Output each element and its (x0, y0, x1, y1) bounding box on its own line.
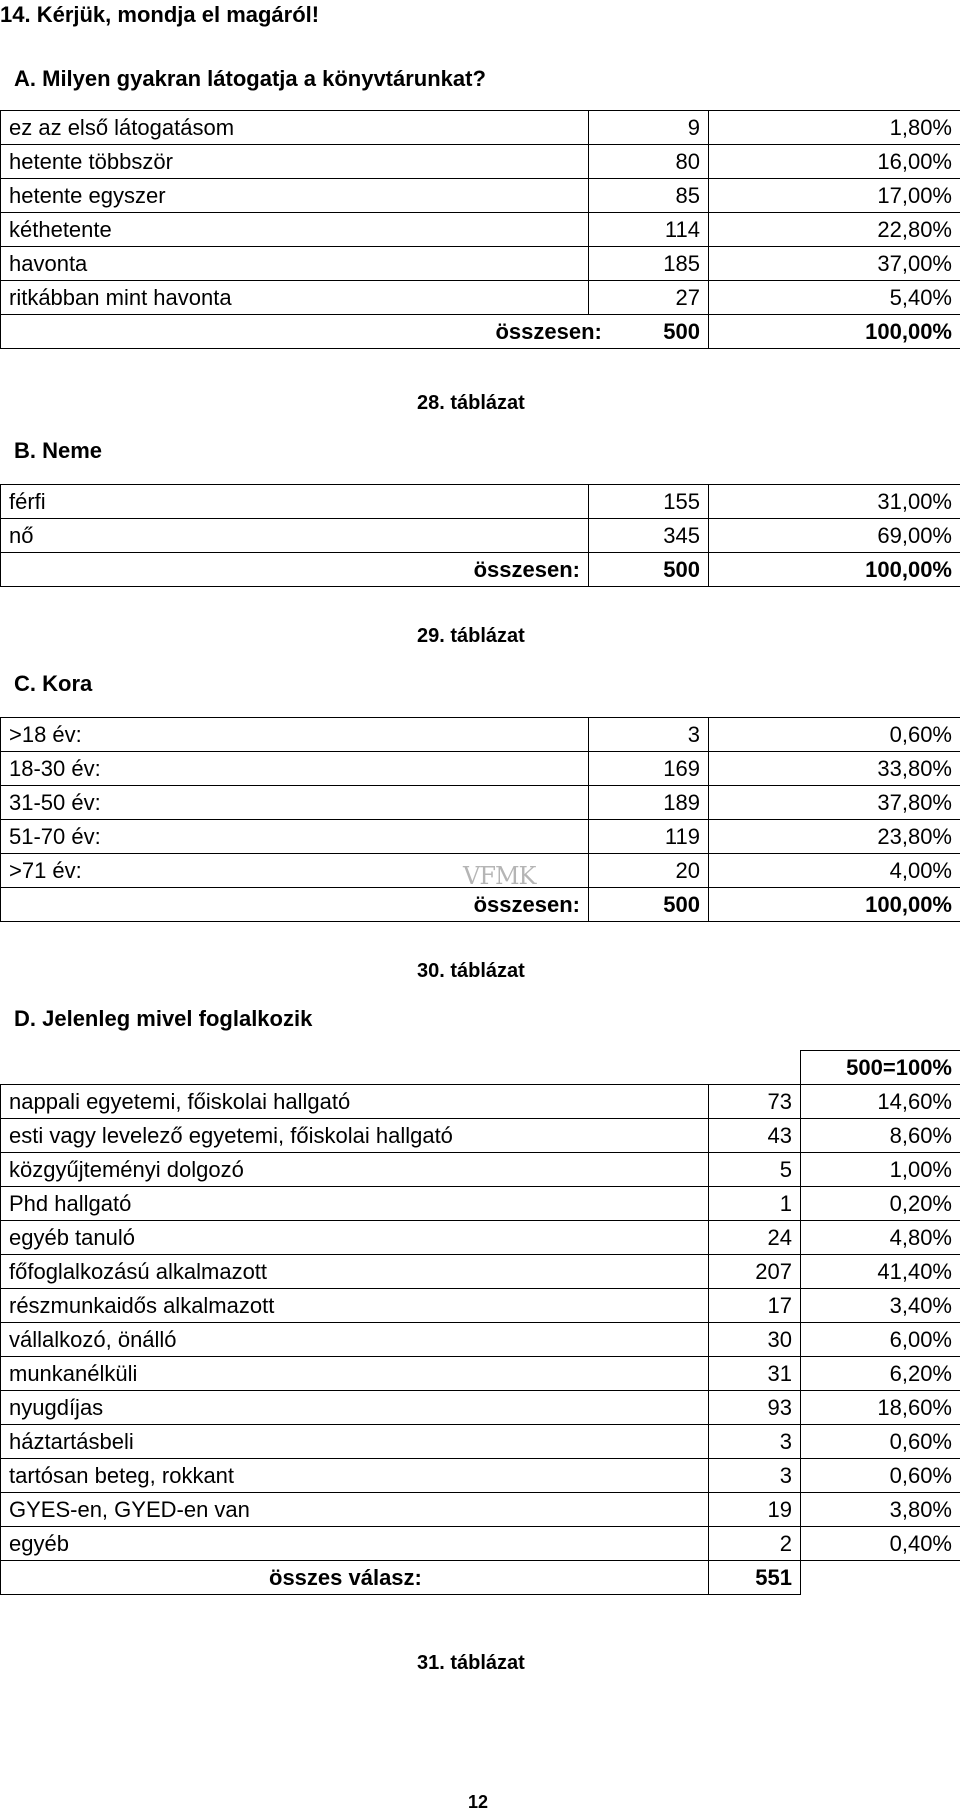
total-percent: 100,00% (709, 315, 960, 349)
row-label: főfoglalkozású alkalmazott (1, 1255, 709, 1289)
row-percent: 17,00% (709, 179, 960, 213)
row-label: 51-70 év: (1, 820, 589, 854)
row-count: 24 (709, 1221, 801, 1255)
row-label: 18-30 év: (1, 752, 589, 786)
row-percent: 6,20% (801, 1357, 960, 1391)
table-header-row (1, 1051, 960, 1085)
row-count: 9 (589, 111, 709, 145)
row-count: 93 (709, 1391, 801, 1425)
row-count: 345 (589, 519, 709, 553)
row-percent: 8,60% (801, 1119, 960, 1153)
row-label: nyugdíjas (1, 1391, 709, 1425)
row-count: 189 (589, 786, 709, 820)
row-label: GYES-en, GYED-en van (1, 1493, 709, 1527)
row-percent: 37,80% (709, 786, 960, 820)
page-title: 14. Kérjük, mondja el magáról! (0, 2, 320, 27)
table-row (1, 281, 960, 315)
total-label: összesen: (1, 888, 589, 922)
row-label: havonta (1, 247, 589, 281)
table-row (1, 1153, 960, 1187)
row-percent: 33,80% (709, 752, 960, 786)
total-count: 500 (589, 553, 709, 587)
row-count: 207 (709, 1255, 801, 1289)
row-count: 73 (709, 1085, 801, 1119)
row-count: 3 (709, 1425, 801, 1459)
row-count: 169 (589, 752, 709, 786)
row-label: egyéb (1, 1527, 709, 1561)
row-label: közgyűjteményi dolgozó (1, 1153, 709, 1187)
table-caption: 28. táblázat (417, 392, 525, 414)
row-percent: 5,40% (709, 281, 960, 315)
table-caption: 31. táblázat (417, 1652, 525, 1674)
row-label: nappali egyetemi, főiskolai hallgató (1, 1085, 709, 1119)
row-percent: 18,60% (801, 1391, 960, 1425)
row-label: munkanélküli (1, 1357, 709, 1391)
table-row (1, 485, 960, 519)
header-total-cell: 500=100% (801, 1051, 960, 1085)
table-row (1, 718, 960, 752)
table-row (1, 1493, 960, 1527)
row-label: >71 év: (1, 854, 589, 888)
row-percent: 0,20% (801, 1187, 960, 1221)
row-count: 119 (589, 820, 709, 854)
row-count: 43 (709, 1119, 801, 1153)
total-label: összes válasz: (1, 1561, 709, 1595)
row-percent: 69,00% (709, 519, 960, 553)
row-count: 185 (589, 247, 709, 281)
row-label: nő (1, 519, 589, 553)
page-number: 12 (468, 1792, 489, 1812)
row-label: férfi (1, 485, 589, 519)
total-percent: 100,00% (709, 888, 960, 922)
table-row (1, 1527, 960, 1561)
row-percent: 4,80% (801, 1221, 960, 1255)
table-row (1, 179, 960, 213)
gender-table (0, 484, 960, 587)
row-percent: 0,60% (801, 1425, 960, 1459)
row-count: 85 (589, 179, 709, 213)
row-percent: 37,00% (709, 247, 960, 281)
row-percent: 22,80% (709, 213, 960, 247)
row-label: 31-50 év: (1, 786, 589, 820)
table-row (1, 1425, 960, 1459)
row-percent: 0,40% (801, 1527, 960, 1561)
total-label-text: összesen: (495, 318, 602, 344)
row-count: 27 (589, 281, 709, 315)
table-row (1, 1357, 960, 1391)
row-count: 3 (709, 1459, 801, 1493)
total-count: 500 (663, 318, 700, 344)
row-percent: 0,60% (801, 1459, 960, 1493)
table-row (1, 145, 960, 179)
row-label: esti vagy levelező egyetemi, főiskolai hallgató (1, 1119, 709, 1153)
table-row (1, 1187, 960, 1221)
row-percent: 4,00% (709, 854, 960, 888)
row-percent: 31,00% (709, 485, 960, 519)
section-c-heading: C. Kora (14, 671, 93, 696)
section-b-heading: B. Neme (14, 438, 103, 463)
row-count: 1 (709, 1187, 801, 1221)
row-label: >18 év: (1, 718, 589, 752)
row-count: 31 (709, 1357, 801, 1391)
total-row (1, 1561, 960, 1595)
row-label: egyéb tanuló (1, 1221, 709, 1255)
row-count: 5 (709, 1153, 801, 1187)
row-count: 114 (589, 213, 709, 247)
table-row (1, 752, 960, 786)
row-count: 30 (709, 1323, 801, 1357)
row-count: 20 (589, 854, 709, 888)
table-row (1, 820, 960, 854)
row-percent: 0,60% (709, 718, 960, 752)
empty-total-cell (801, 1561, 960, 1595)
age-table (0, 717, 960, 922)
table-row (1, 1255, 960, 1289)
table-row (1, 1391, 960, 1425)
row-label: Phd hallgató (1, 1187, 709, 1221)
frequency-table (0, 110, 960, 349)
row-count: 80 (589, 145, 709, 179)
table-row (1, 786, 960, 820)
total-label (1, 315, 709, 349)
row-percent: 41,40% (801, 1255, 960, 1289)
table-row (1, 1085, 960, 1119)
total-count: 551 (709, 1561, 801, 1595)
table-row (1, 1459, 960, 1493)
table-row (1, 1289, 960, 1323)
total-percent: 100,00% (709, 553, 960, 587)
table-row (1, 1221, 960, 1255)
total-row (1, 315, 960, 349)
row-label: kéthetente (1, 213, 589, 247)
row-label: hetente többször (1, 145, 589, 179)
row-percent: 16,00% (709, 145, 960, 179)
row-label: háztartásbeli (1, 1425, 709, 1459)
table-row (1, 1323, 960, 1357)
row-percent: 1,00% (801, 1153, 960, 1187)
row-count: 19 (709, 1493, 801, 1527)
table-row (1, 247, 960, 281)
table-caption: 29. táblázat (417, 625, 525, 647)
row-label: tartósan beteg, rokkant (1, 1459, 709, 1493)
table-row (1, 1119, 960, 1153)
row-count: 3 (589, 718, 709, 752)
row-count: 17 (709, 1289, 801, 1323)
watermark-text: VFMK (463, 862, 536, 890)
row-percent: 6,00% (801, 1323, 960, 1357)
row-label: ritkábban mint havonta (1, 281, 589, 315)
table-caption: 30. táblázat (417, 960, 525, 982)
total-label: összesen: (1, 553, 589, 587)
section-a-heading: A. Milyen gyakran látogatja a könyvtárunkat? (14, 66, 486, 91)
row-label: vállalkozó, önálló (1, 1323, 709, 1357)
total-count: 500 (589, 888, 709, 922)
row-percent: 23,80% (709, 820, 960, 854)
row-percent: 1,80% (709, 111, 960, 145)
section-d-heading: D. Jelenleg mivel foglalkozik (14, 1006, 313, 1031)
total-row (1, 888, 960, 922)
row-percent: 14,60% (801, 1085, 960, 1119)
row-label: ez az első látogatásom (1, 111, 589, 145)
row-count: 2 (709, 1527, 801, 1561)
occupation-table (0, 1050, 960, 1595)
table-row (1, 519, 960, 553)
total-row (1, 553, 960, 587)
empty-header-cell (1, 1051, 801, 1085)
table-row (1, 213, 960, 247)
table-row (1, 111, 960, 145)
row-percent: 3,80% (801, 1493, 960, 1527)
row-label: részmunkaidős alkalmazott (1, 1289, 709, 1323)
row-count: 155 (589, 485, 709, 519)
row-percent: 3,40% (801, 1289, 960, 1323)
row-label: hetente egyszer (1, 179, 589, 213)
